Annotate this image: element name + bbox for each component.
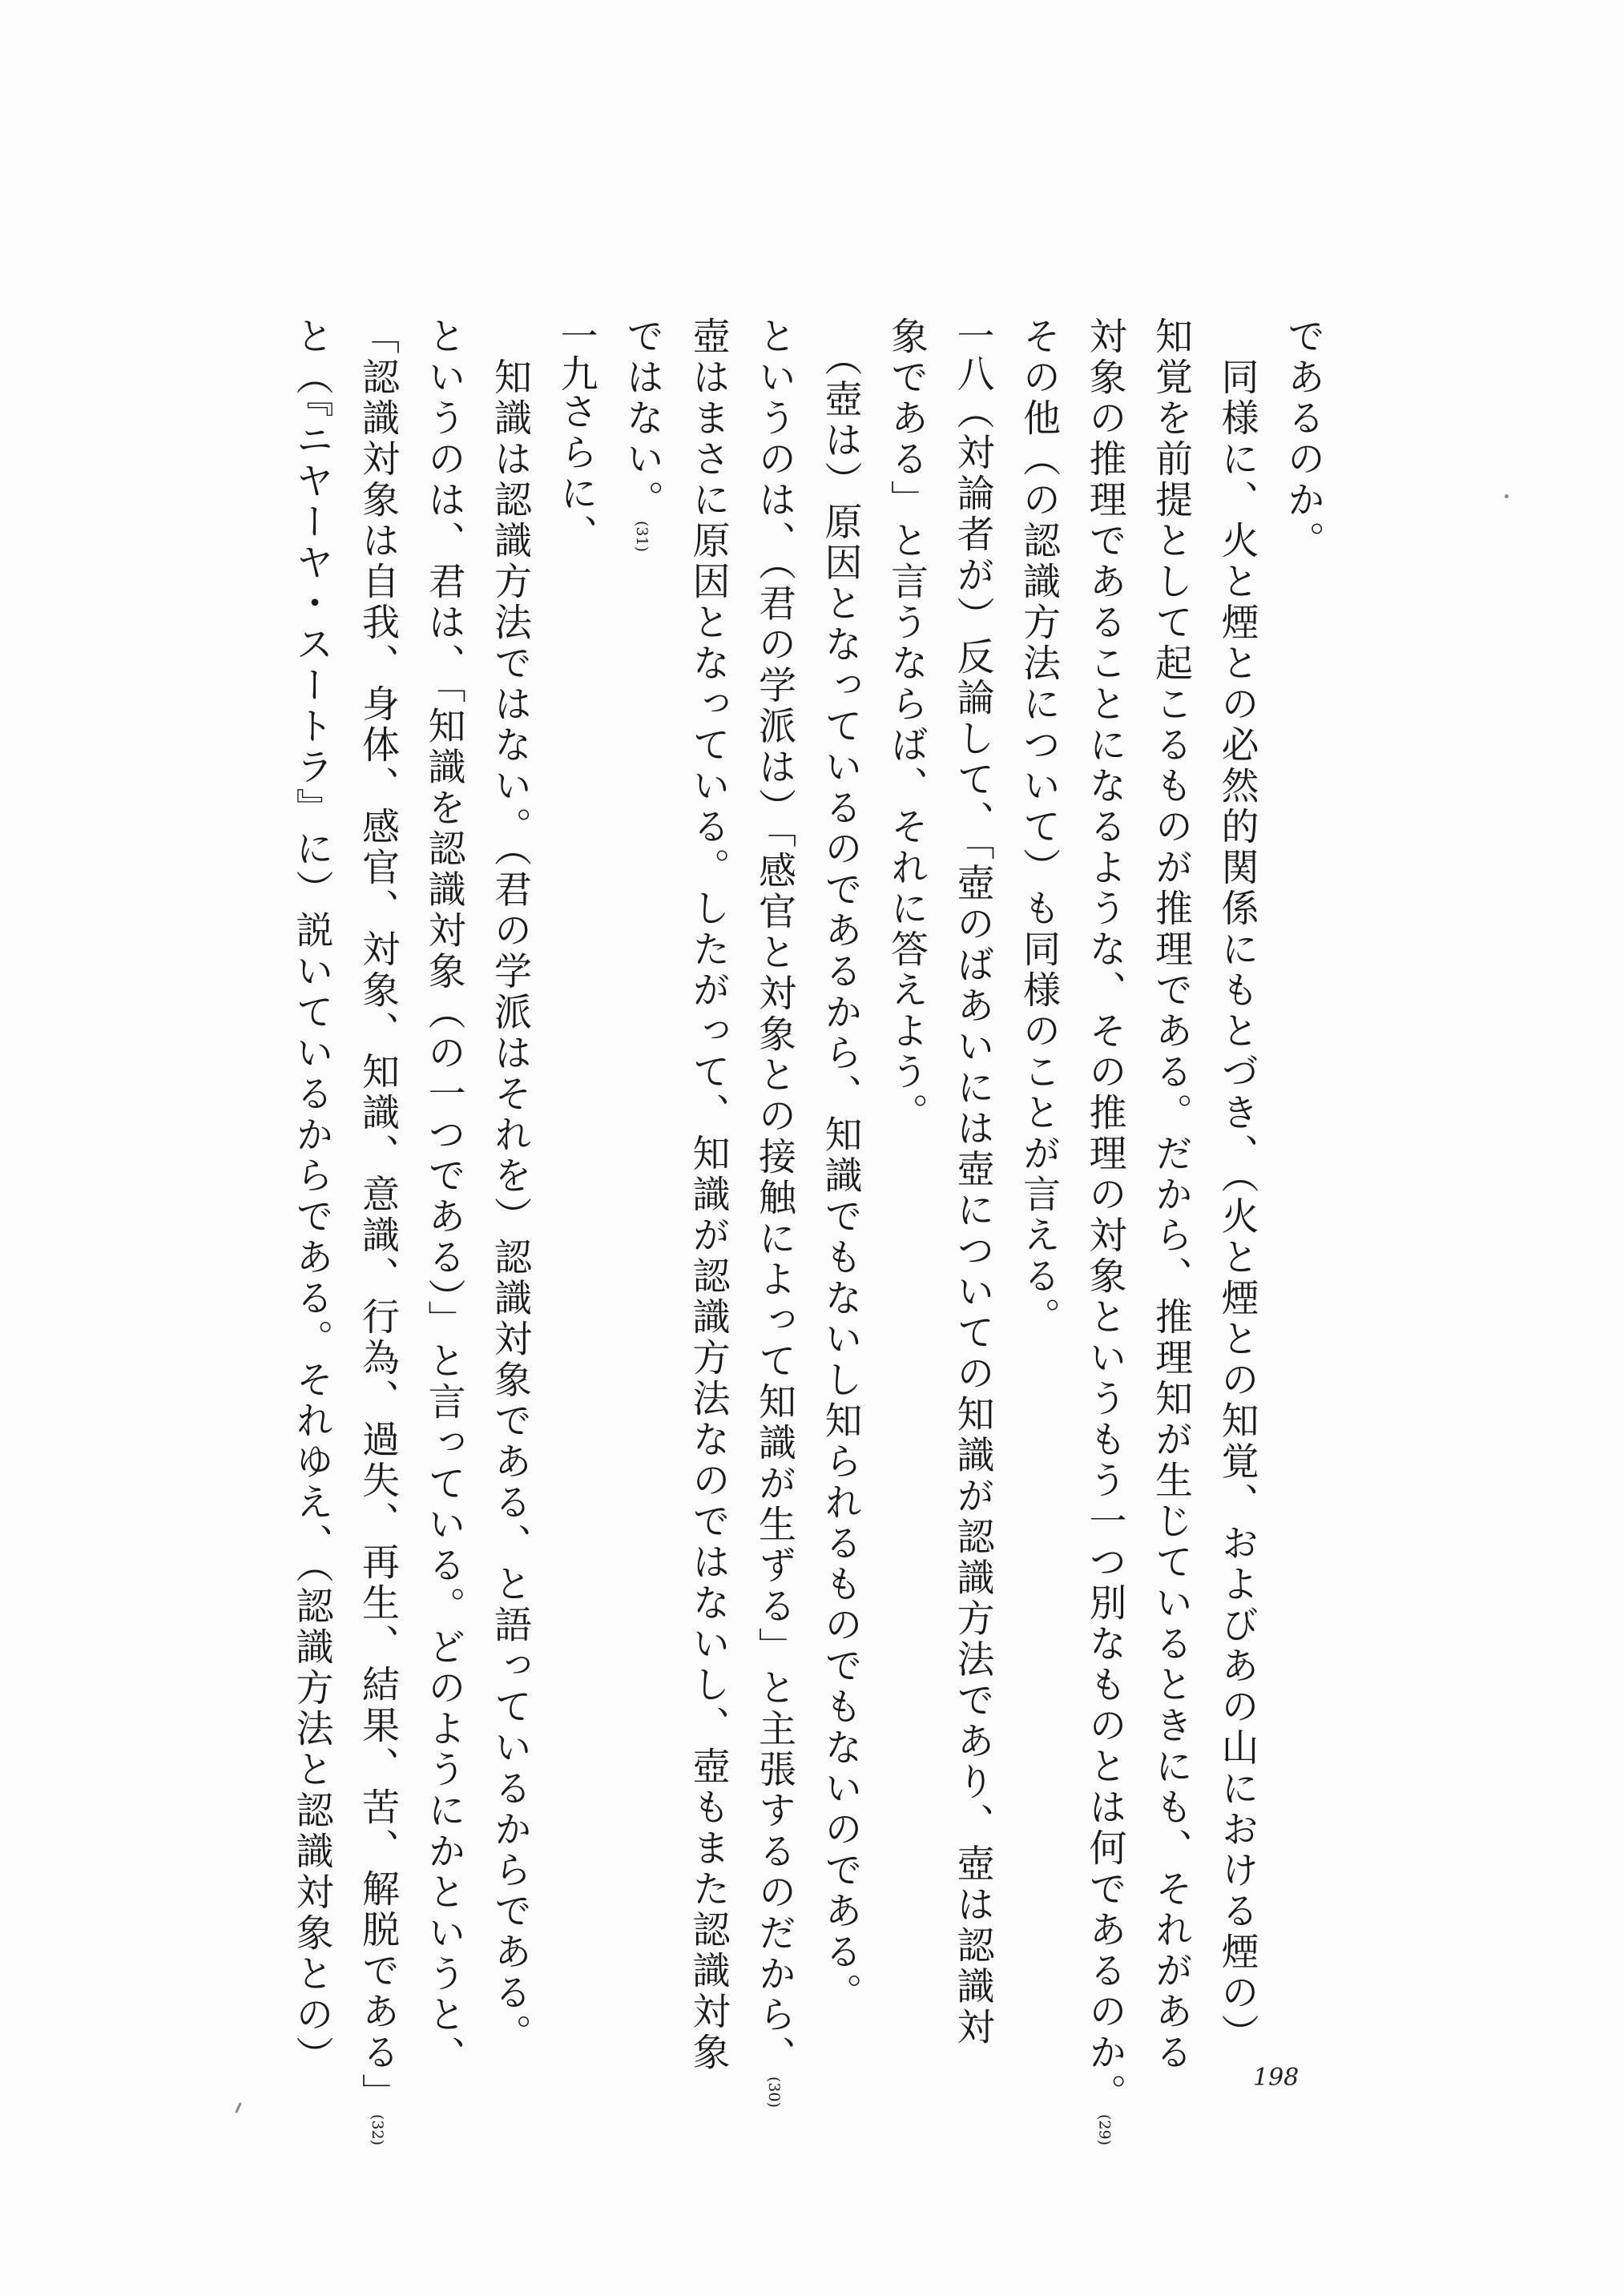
- text-line: [1138, 316, 1204, 2073]
- text-line-content: 同様に、火と煙との必然的関係にもとづき、（火と煙との知覚、およびあの山における煙の）: [1215, 316, 1259, 2055]
- text-line-content: というのは、（君の学派は）「感官と対象との接触によって知識が生ずる」と主張するのだから、: [752, 316, 796, 2076]
- section-number: 一八: [950, 316, 995, 392]
- footnote-marker: (30): [765, 2076, 783, 2109]
- text-line-content: であるのか。: [1281, 316, 1325, 562]
- text-line: [807, 316, 873, 2039]
- text-line-content: （壺は）原因となっているのであるから、知識でもないし知られるものでもないのである。: [818, 316, 863, 2014]
- text-line: [1071, 316, 1138, 2146]
- text-line-content: ではない。: [620, 316, 664, 521]
- text-line: [939, 316, 1005, 2048]
- footnote-marker: (29): [1095, 2114, 1114, 2146]
- text-line-content: その他（の認識方法について）も同様のことが言える。: [1017, 316, 1061, 1338]
- text-line-content: 知覚を前提として起こるものが推理である。だから、推理知が生じているときにも、それがある: [1149, 316, 1193, 2073]
- scan-speck: [1505, 494, 1509, 498]
- text-line: [675, 316, 741, 2073]
- text-line-content: （対論者が）反論して、「壺のばあいには壺についての知識が認識方法であり、壺は認識対: [950, 392, 995, 2048]
- text-line-content: 壺はまさに原因となっている。したがって、知識が認識方法なのではないし、壺もまた認識対象: [686, 316, 731, 2073]
- text-line-content: というのは、君は、「知識を認識対象（の一つである）」と言っている。どのようにかというと、: [421, 316, 466, 2076]
- text-line-content: 「認識対象は自我、身体、感官、対象、知識、意識、行為、過失、再生、結果、苦、解脱である」: [356, 316, 400, 2114]
- text-line-content: 象である」と言うならば、それに答えよう。: [885, 316, 929, 1134]
- text-line-content: 対象の推理であることになるような、その推理の対象というもう一つ別なものとは何であるのか。: [1082, 316, 1127, 2114]
- footnote-marker: (31): [633, 521, 651, 553]
- text-line: [1005, 316, 1072, 2039]
- text-line: [873, 316, 940, 2039]
- page-number: 198: [1253, 2064, 1300, 2092]
- text-line: [609, 316, 675, 2039]
- text-line: [1270, 316, 1336, 2039]
- text-line: [278, 316, 345, 2076]
- section-number: 一九: [554, 316, 598, 392]
- text-line: [1203, 316, 1270, 2055]
- scan-speck: [235, 2102, 242, 2113]
- text-line: [410, 316, 477, 2076]
- text-line: [345, 316, 411, 2146]
- text-line-content: 知識は認識方法ではない。（君の学派はそれを）認識対象である、と語っているからである。: [488, 316, 532, 2055]
- footnote-marker: (32): [369, 2114, 386, 2146]
- text-line-content: さらに、: [554, 392, 598, 555]
- text-line: [477, 316, 543, 2055]
- text-line: [741, 316, 808, 2109]
- text-line-content: と（『ニヤーヤ・スートラ』に）説いているからである。それゆえ、（認識方法と認識対象との）: [289, 316, 334, 2076]
- text-line: [542, 316, 609, 2039]
